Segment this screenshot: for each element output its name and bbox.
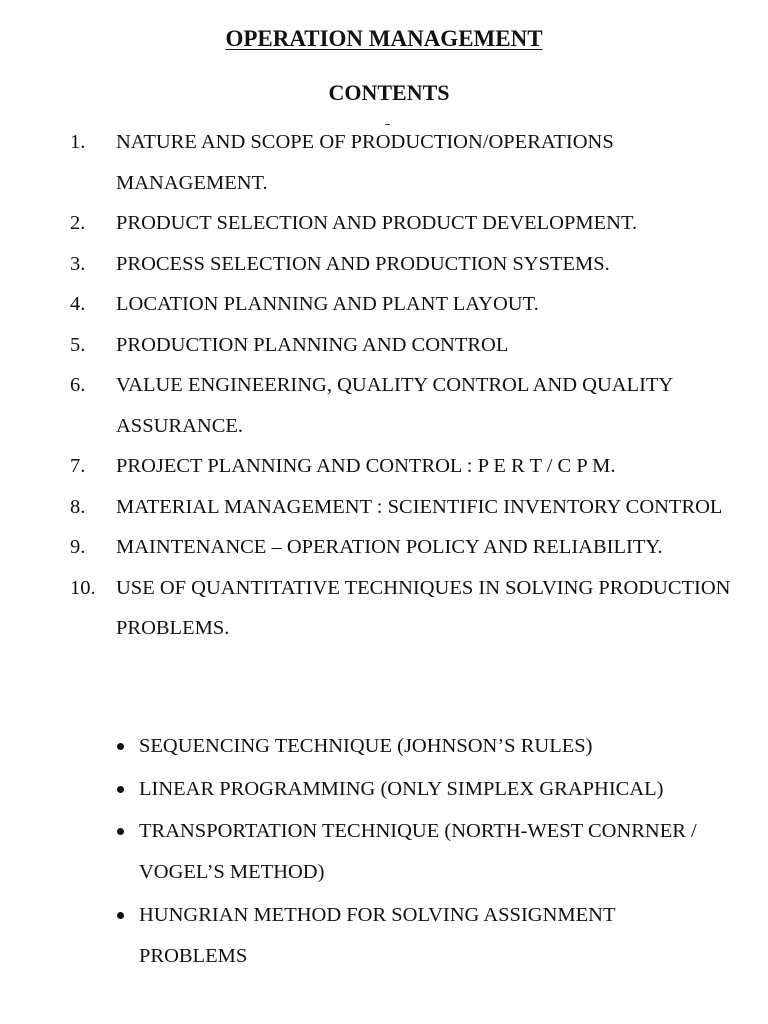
item-text: MAINTENANCE – OPERATION POLICY AND RELIABILITY. xyxy=(116,536,663,558)
bullet-icon xyxy=(117,743,124,750)
list-item xyxy=(0,527,768,568)
item-number: 1. xyxy=(70,131,86,153)
sub-item-text: HUNGRIAN METHOD FOR SOLVING ASSIGNMENT PROBLEMS xyxy=(139,903,616,967)
item-text: PRODUCTION PLANNING AND CONTROL xyxy=(116,333,509,356)
sub-item-text: LINEAR PROGRAMMING (ONLY SIMPLEX GRAPHICAL) xyxy=(139,777,664,800)
item-text: USE OF QUANTITATIVE TECHNIQUES IN SOLVING PRODUCTION PROBLEMS. xyxy=(116,576,731,639)
page-title-text: OPERATION MANAGEMENT xyxy=(225,26,543,51)
bullet-icon xyxy=(117,912,124,919)
item-text: NATURE AND SCOPE OF PRODUCTION/OPERATIONS MANAGEMENT. xyxy=(116,131,614,194)
item-number: 9. xyxy=(70,536,86,558)
list-item xyxy=(0,203,768,244)
sub-list-item xyxy=(0,895,768,977)
item-number: 6. xyxy=(70,374,86,396)
sub-list-item xyxy=(0,811,768,893)
item-number: 3. xyxy=(70,252,86,275)
list-item xyxy=(0,325,768,366)
sub-list xyxy=(0,726,768,978)
contents-list xyxy=(0,122,768,649)
item-number: 7. xyxy=(70,455,86,477)
sub-item-text: TRANSPORTATION TECHNIQUE (NORTH-WEST CONRNER / VOGEL’S METHOD) xyxy=(139,820,697,883)
item-text: VALUE ENGINEERING, QUALITY CONTROL AND QUALITY ASSURANCE. xyxy=(116,374,673,437)
item-number: 8. xyxy=(70,495,86,518)
item-text: PRODUCT SELECTION AND PRODUCT DEVELOPMENT. xyxy=(116,212,638,234)
item-number: 2. xyxy=(70,212,86,234)
sub-item-text: SEQUENCING TECHNIQUE (JOHNSON’S RULES) xyxy=(139,735,593,757)
item-number: 10. xyxy=(70,576,96,599)
list-item xyxy=(0,244,768,285)
contents-heading: CONTENTS xyxy=(328,80,450,105)
list-item xyxy=(0,487,768,528)
list-item xyxy=(0,365,768,446)
item-number: 5. xyxy=(70,333,86,356)
item-text: LOCATION PLANNING AND PLANT LAYOUT. xyxy=(116,293,539,315)
list-item xyxy=(0,446,768,487)
list-item xyxy=(0,284,768,325)
sub-list-item xyxy=(0,726,768,767)
sub-list-item xyxy=(0,769,768,810)
bullet-icon xyxy=(117,786,124,793)
list-item xyxy=(0,122,768,203)
item-text: PROCESS SELECTION AND PRODUCTION SYSTEMS. xyxy=(116,252,610,275)
page-title xyxy=(0,24,768,54)
item-text: PROJECT PLANNING AND CONTROL : P E R T / C P M. xyxy=(116,455,616,477)
item-number: 4. xyxy=(70,293,86,315)
bullet-icon xyxy=(117,828,124,835)
list-item xyxy=(0,568,768,649)
item-text: MATERIAL MANAGEMENT : SCIENTIFIC INVENTORY CONTROL xyxy=(116,495,723,518)
